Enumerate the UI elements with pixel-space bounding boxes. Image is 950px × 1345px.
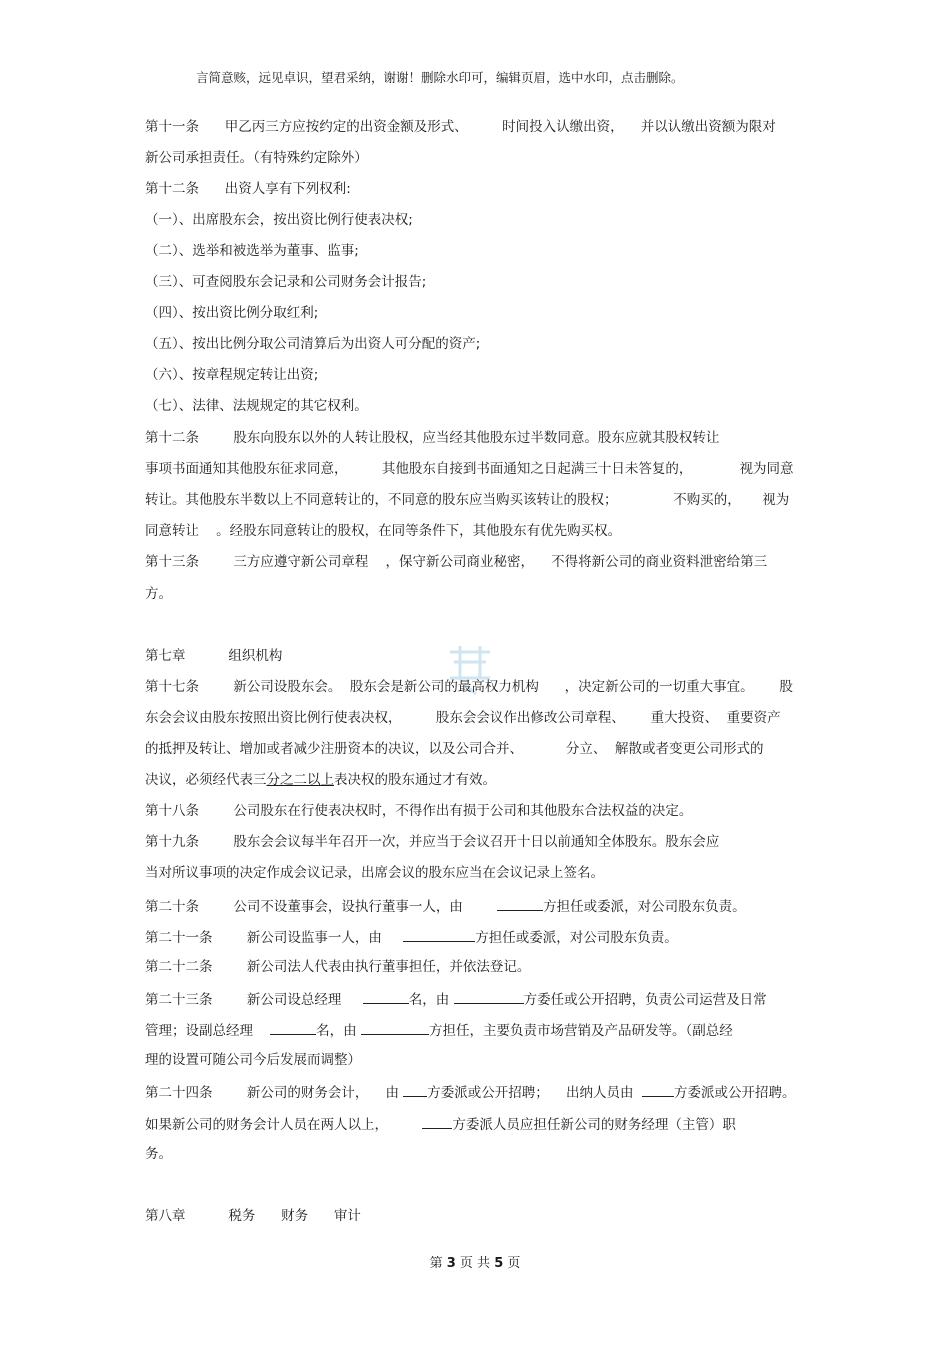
fill-blank[interactable]	[422, 1114, 452, 1129]
article-17-line-2: 东会会议由股东按照出资比例行使表决权， 股东会会议作出修改公司章程、 重大投资、 重要资产	[145, 710, 781, 726]
article-23-line-2	[145, 1020, 733, 1040]
text-run: 如果新公司的财务会计人员在两人以上，	[145, 1117, 423, 1133]
page-header-note: 言简意赅，远见卓识，望君采纳，谢谢！删除水印可，编辑页眉，选中水印，点击删除。	[196, 70, 684, 85]
text-run: 名，由	[408, 992, 454, 1008]
fill-blank[interactable]	[363, 989, 409, 1004]
article-24-line-1	[145, 1082, 796, 1102]
fill-blank[interactable]	[403, 1082, 427, 1097]
text-run: 方委派或公开招聘。	[674, 1085, 796, 1101]
text-run: 第二十四条 新公司的财务会计， 由	[145, 1085, 404, 1101]
text-run: 名，由	[316, 1023, 361, 1039]
right-item-7: （七）、法律、法规规定的其它权利。	[145, 398, 368, 414]
article-17-line-4	[145, 771, 496, 789]
chapter-7-heading: 第七章 组织机构	[145, 648, 283, 664]
article-23-line-1	[145, 989, 767, 1009]
article-24-line-3: 务。	[145, 1146, 172, 1162]
fill-blank[interactable]	[642, 1082, 674, 1097]
article-13-line-1: 第十三条 三方应遵守新公司章程 ，保守新公司商业秘密， 不得将新公司的商业资料泄密给第三	[145, 554, 768, 570]
fill-blank[interactable]	[361, 1020, 429, 1035]
text-run: 方担任或委派，对公司股东负责。	[543, 899, 746, 915]
article-18-line: 第十八条 公司股东在行使表决权时，不得作出有损于公司和其他股东合法权益的决定。	[145, 803, 693, 819]
article-13-line-2: 方。	[145, 586, 172, 602]
fill-blank[interactable]	[270, 1020, 316, 1035]
text-run: 方委派人员应担任新公司的财务经理（主管）职	[452, 1117, 736, 1133]
article-12-heading: 第十二条 出资人享有下列权利:	[145, 181, 351, 197]
article-12b-line-3: 转让。其他股东半数以上不同意转让的，不同意的股东应当购买该转让的股权； 不购买的， 视为	[145, 492, 790, 508]
chapter-8-heading: 第八章 税务 财务 审计	[145, 1208, 361, 1224]
right-item-5: （五）、按出比例分取公司清算后为出资人可分配的资产;	[145, 336, 481, 352]
article-12b-line-1: 第十二条 股东向股东以外的人转让股权，应当经其他股东过半数同意。股东应就其股权转让	[145, 430, 720, 446]
footer-text: 页	[503, 1256, 521, 1271]
text-run: 第二十条 公司不设董事会，设执行董事一人，由	[145, 899, 498, 915]
underlined-text: 分之二以上	[266, 772, 334, 788]
text-run: 方担任，主要负责市场营销及产品研发等。（副总经	[428, 1023, 733, 1039]
text-run: 第二十三条 新公司设总经理	[145, 992, 363, 1008]
footer-text: 第	[429, 1256, 447, 1271]
article-17-line-3: 的抵押及转让、增加或者减少注册资本的决议，以及公司合并、 分立、 解散或者变更公司形式的	[145, 741, 764, 757]
article-12b-line-2: 事项书面通知其他股东征求同意， 其他股东自接到书面通知之日起满三十日未答复的， 视为同意	[145, 461, 794, 477]
article-17-line-1: 第十七条 新公司设股东会。 股东会是新公司的最高权力机构 ，决定新公司的一切重大事宜。 股	[145, 679, 793, 695]
right-item-4: （四）、按出资比例分取红利;	[145, 305, 319, 321]
current-page-number: 3	[446, 1256, 456, 1271]
text-run: 表决权的股东通过才有效。	[334, 772, 496, 788]
page-footer	[0, 1252, 950, 1271]
article-24-line-2	[145, 1114, 736, 1134]
text-run: 方委任或公开招聘，负责公司运营及日常	[523, 992, 767, 1008]
article-23-line-3: 理的设置可随公司今后发展而调整）	[145, 1052, 361, 1068]
article-19-line-2: 当对所议事项的决定作成会议记录，出席会议的股东应当在会议记录上签名。	[145, 865, 604, 881]
right-item-6: （六）、按章程规定转让出资;	[145, 367, 319, 383]
article-20-line	[145, 896, 746, 916]
fill-blank[interactable]	[403, 927, 475, 942]
footer-text: 页 共	[455, 1256, 495, 1271]
right-item-3: （三）、可查阅股东会记录和公司财务会计报告;	[145, 274, 427, 290]
article-21-line	[145, 927, 678, 947]
article-19-line-1: 第十九条 股东会会议每半年召开一次，并应当于会议召开十日以前通知全体股东。股东会应	[145, 834, 720, 850]
text-run: 方委派或公开招聘； 出纳人员由	[427, 1085, 643, 1101]
article-22-line: 第二十二条 新公司法人代表由执行董事担任，并依法登记。	[145, 959, 531, 975]
text-run: 方担任或委派，对公司股东负责。	[475, 930, 678, 946]
article-12b-line-4: 同意转让 。经股东同意转让的股权，在同等条件下，其他股东有优先购买权。	[145, 523, 622, 539]
fill-blank[interactable]	[497, 896, 543, 911]
total-page-count: 5	[494, 1256, 504, 1271]
fill-blank[interactable]	[454, 989, 524, 1004]
article-11-line-2: 新公司承担责任。（有特殊约定除外）	[145, 150, 368, 166]
right-item-2: （二）、选举和被选举为董事、监事;	[145, 243, 359, 259]
text-run: 第二十一条 新公司设监事一人，由	[145, 930, 404, 946]
right-item-1: （一）、出席股东会，按出资比例行使表决权;	[145, 212, 413, 228]
text-run: 管理；设副总经理	[145, 1023, 271, 1039]
text-run: 决议，必须经代表三	[145, 772, 267, 788]
article-11-line-1: 第十一条 甲乙丙三方应按约定的出资金额及形式、 时间投入认缴出资， 并以认缴出资额为限对	[145, 119, 776, 135]
